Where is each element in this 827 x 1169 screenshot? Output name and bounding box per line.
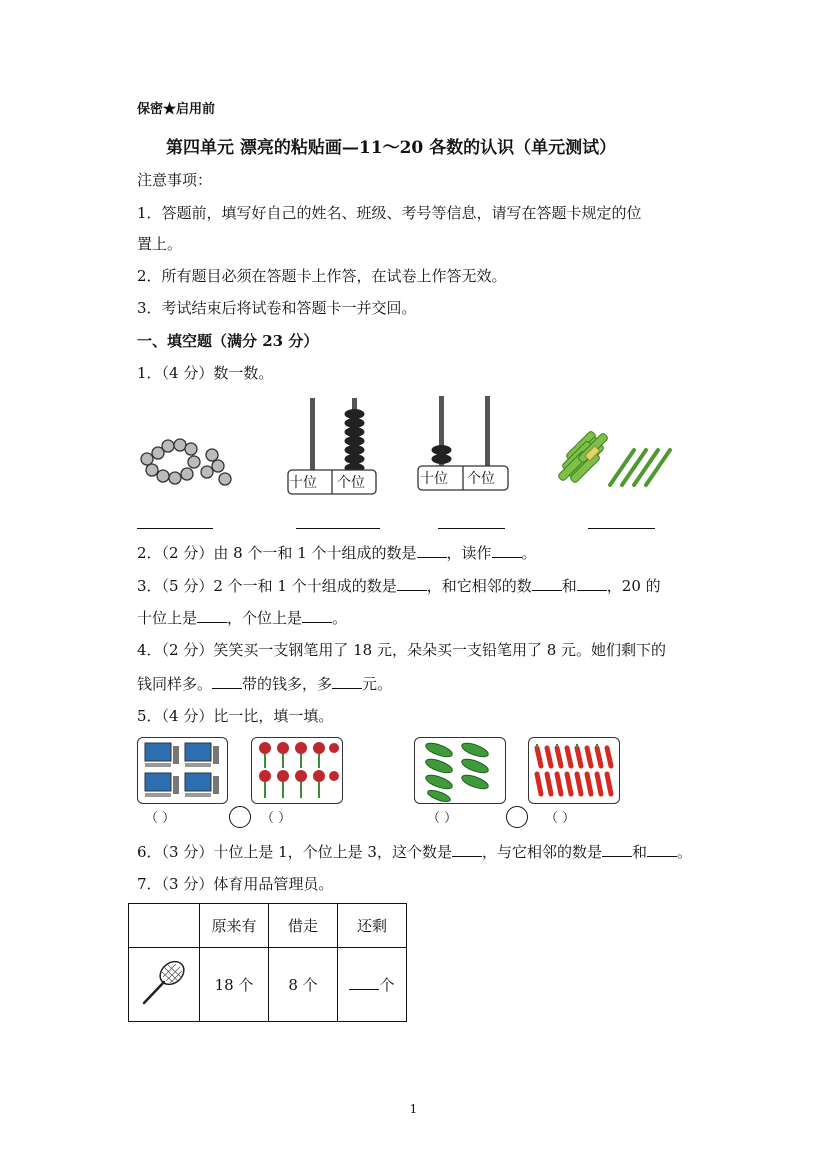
sticks-group bbox=[557, 430, 670, 485]
table-corner-cell bbox=[129, 904, 200, 948]
note-3: 3．考试结束后将试卷和答题卡一并交回。 bbox=[137, 299, 417, 317]
abacus-2-ones-label: 个位 bbox=[467, 471, 495, 487]
q7-blank[interactable] bbox=[349, 975, 379, 990]
q7-table bbox=[128, 903, 407, 1022]
q2-part-b: ，读作 bbox=[446, 544, 492, 562]
q2-part-a: 2．（2 分）由 8 个一和 1 个十组成的数是 bbox=[137, 544, 417, 562]
value-remaining-unit: 个 bbox=[379, 976, 395, 994]
q1-figures bbox=[130, 390, 690, 500]
cucumber-icons bbox=[415, 738, 505, 803]
q3-part-b: ，和它相邻的数 bbox=[426, 577, 532, 595]
q6-part-d: 。 bbox=[677, 843, 693, 861]
racket-cell bbox=[129, 948, 200, 1022]
q4-blank-1[interactable] bbox=[212, 674, 242, 689]
q3-part-f: ，个位上是 bbox=[227, 609, 303, 627]
q3-blank-1[interactable] bbox=[397, 576, 427, 591]
page-title: 第四单元 漂亮的粘贴画—11～20 各数的认识（单元测试） bbox=[166, 138, 617, 158]
q1-answer-line-4[interactable] bbox=[588, 528, 655, 529]
chilies-box bbox=[528, 737, 620, 804]
note-2: 2．所有题目必须在答题卡上作答，在试卷上作答无效。 bbox=[137, 267, 507, 285]
q2-part-c: 。 bbox=[521, 544, 537, 562]
q6-blank-2[interactable] bbox=[602, 842, 632, 857]
notes-heading: 注意事项： bbox=[137, 171, 213, 189]
compare-circle-1[interactable] bbox=[229, 806, 251, 828]
header-remaining: 还剩 bbox=[338, 904, 407, 948]
page-number: 1 bbox=[409, 1102, 418, 1116]
bead-group bbox=[141, 439, 231, 485]
q4-blank-2[interactable] bbox=[332, 674, 362, 689]
q4-line-1: 4．（2 分）笑笑买一支钢笔用了 18 元，朵朵买一支铅笔用了 8 元。她们剩下的 bbox=[137, 641, 667, 659]
header-borrowed: 借走 bbox=[269, 904, 338, 948]
q1-text: 1．（4 分）数一数。 bbox=[137, 364, 274, 382]
q3-part-e: 十位上是 bbox=[137, 609, 198, 627]
abacus-1-ones-label: 个位 bbox=[337, 475, 365, 491]
q6-text bbox=[137, 842, 692, 862]
q3-part-g: 。 bbox=[332, 609, 348, 627]
computers-box bbox=[137, 737, 228, 804]
q5-paren-3[interactable]: （ ） bbox=[427, 811, 458, 826]
flower-icons bbox=[252, 738, 342, 803]
q4-part-b: 带的钱多，多 bbox=[242, 675, 333, 693]
q7-text: 7．（3 分）体育用品管理员。 bbox=[137, 875, 334, 893]
q3-part-d: ，20 的 bbox=[606, 577, 661, 595]
q6-part-a: 6．（3 分）十位上是 1，个位上是 3，这个数是 bbox=[137, 843, 452, 861]
section-1-heading: 一、填空题（满分 23 分） bbox=[137, 332, 319, 350]
value-original: 18 个 bbox=[200, 948, 269, 1022]
confidential-label: 保密★启用前 bbox=[137, 102, 216, 117]
q6-blank-1[interactable] bbox=[452, 842, 482, 857]
q3-blank-3[interactable] bbox=[577, 576, 607, 591]
q5-paren-4[interactable]: （ ） bbox=[545, 811, 576, 826]
q3-line-2 bbox=[137, 608, 347, 628]
chili-icons bbox=[529, 738, 619, 803]
flowers-box bbox=[251, 737, 343, 804]
q6-part-b: ，与它相邻的数是 bbox=[481, 843, 602, 861]
q3-line-1 bbox=[137, 576, 661, 596]
q1-answer-line-2[interactable] bbox=[296, 528, 380, 529]
q6-blank-3[interactable] bbox=[647, 842, 677, 857]
q4-line-2 bbox=[137, 674, 392, 694]
q4-part-c: 元。 bbox=[362, 675, 393, 693]
q5-paren-1[interactable]: （ ） bbox=[145, 811, 176, 826]
computer-icons bbox=[138, 738, 227, 803]
q5-text: 5．（4 分）比一比，填一填。 bbox=[137, 707, 334, 725]
q4-part-a: 钱同样多。 bbox=[137, 675, 213, 693]
q3-blank-5[interactable] bbox=[302, 608, 332, 623]
header-original: 原来有 bbox=[200, 904, 269, 948]
q3-part-a: 3．（5 分）2 个一和 1 个十组成的数是 bbox=[137, 577, 397, 595]
q2-blank-2[interactable] bbox=[492, 543, 522, 558]
q1-answer-line-1[interactable] bbox=[137, 528, 213, 529]
q1-answer-line-3[interactable] bbox=[438, 528, 505, 529]
q2-text bbox=[137, 543, 537, 563]
cucumbers-box bbox=[414, 737, 506, 804]
q2-blank-1[interactable] bbox=[417, 543, 447, 558]
q3-part-c: 和 bbox=[561, 577, 577, 595]
value-borrowed: 8 个 bbox=[269, 948, 338, 1022]
note-1-line-2: 置上。 bbox=[137, 235, 183, 253]
q3-blank-4[interactable] bbox=[197, 608, 227, 623]
abacus-1-tens-label: 十位 bbox=[289, 475, 317, 491]
tennis-racket-icon bbox=[136, 955, 192, 1011]
value-remaining bbox=[338, 948, 407, 1022]
note-1-line-1: 1．答题前，填写好自己的姓名、班级、考号等信息，请写在答题卡规定的位 bbox=[137, 204, 642, 222]
q6-part-c: 和 bbox=[632, 843, 648, 861]
abacus-2-tens-label: 十位 bbox=[420, 471, 448, 487]
q3-blank-2[interactable] bbox=[532, 576, 562, 591]
q5-paren-2[interactable]: （ ） bbox=[261, 811, 292, 826]
compare-circle-2[interactable] bbox=[506, 806, 528, 828]
